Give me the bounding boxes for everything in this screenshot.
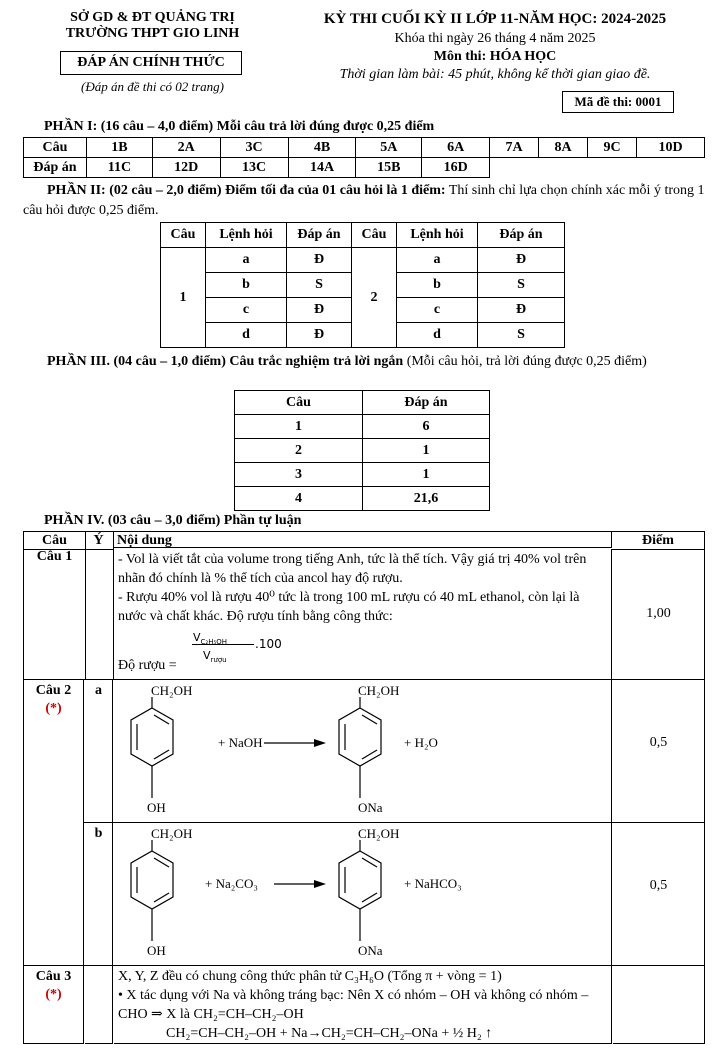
empty-cell	[490, 158, 705, 178]
question-number: 2	[235, 439, 363, 463]
table-row	[235, 439, 490, 463]
part3-title	[23, 352, 705, 372]
part2-title-rest: Thí sinh chỉ lựa chọn chính xác mỗi ý trong 1 câu hỏi được 0,25 điểm.	[23, 183, 705, 218]
exam-time: Thời gian làm bài: 45 phút, không kể thời gian giao đề.	[339, 67, 651, 82]
formula	[118, 626, 607, 676]
question-label-text: Câu 2	[35, 683, 72, 698]
answer-cell: 5A	[356, 138, 422, 158]
table-row	[235, 415, 490, 439]
score-cell	[613, 966, 705, 1044]
reagent-label: + Na₂CO₃	[205, 876, 258, 891]
item-cell: b	[85, 823, 113, 965]
item-cell	[85, 549, 114, 679]
part3-table	[234, 390, 490, 511]
table-row	[235, 487, 490, 511]
answer-cell: Đ	[287, 323, 352, 348]
answer-cell: 8A	[539, 138, 588, 158]
q1-text1: - Vol là viết tắt của volume trong tiếng Anh, tức là thể tích. Vậy giá trị 40% vol trên nhãn đó chính là % thể tích của ancol hay độ rượu.	[118, 552, 587, 586]
score-cell: 0,5	[613, 680, 705, 822]
substituent-label: CH₂OH	[151, 826, 193, 841]
item-letter: a	[397, 248, 478, 273]
official-label: ĐÁP ÁN CHÍNH THỨC	[60, 51, 242, 75]
part3-title-rest: (Mỗi câu hỏi, trả lời đúng được 0,25 điểm)	[403, 354, 647, 369]
part1-row1	[24, 138, 705, 158]
table-row	[161, 248, 565, 273]
question-label	[23, 549, 86, 679]
part1-table	[23, 137, 705, 178]
answer-cell: S	[287, 273, 352, 298]
formula-lhs: Độ rượu =	[118, 658, 177, 673]
item-letter: d	[397, 323, 478, 348]
answer-cell: 3C	[220, 138, 288, 158]
exam-date: Khóa thi ngày 26 tháng 4 năm 2025	[394, 31, 596, 46]
part2-table	[160, 222, 565, 348]
arrow-icon	[274, 880, 326, 888]
formula-denominator	[203, 646, 227, 670]
question-number: 1	[161, 248, 206, 348]
answer-cell: 1	[363, 463, 490, 487]
numerator-symbol: V	[193, 631, 201, 644]
header-cell: Đáp án	[287, 223, 352, 248]
answer-cell: Đ	[478, 248, 565, 273]
numerator-sub: C₂H₅OH	[200, 638, 228, 647]
answer-cell: 6	[363, 415, 490, 439]
exam-title: KỲ THI CUỐI KỲ II LỚP 11-NĂM HỌC: 2024-2025	[323, 11, 667, 27]
answer-cell: 13C	[220, 158, 288, 178]
substituent-label: ONa	[358, 943, 383, 958]
answer-cell: 16D	[422, 158, 490, 178]
denominator-sub: rượu	[210, 656, 227, 665]
denominator-symbol: V	[203, 649, 211, 662]
question-label	[23, 680, 84, 965]
substituent-label: ONa	[358, 800, 383, 815]
answer-cell: Đ	[287, 248, 352, 273]
item-letter: a	[206, 248, 287, 273]
answer-cell: 10D	[637, 138, 705, 158]
product-label: + NaHCO₃	[404, 876, 462, 891]
star-marker: (*)	[45, 987, 62, 1002]
answer-cell: 1	[363, 439, 490, 463]
question-label-text: Câu 3	[35, 969, 72, 984]
header-cell: Ý	[84, 531, 114, 550]
item-letter: d	[206, 323, 287, 348]
part2-title-bold: PHẦN II: (02 câu – 2,0 điểm) Điểm tối đa của 01 câu hỏi là 1 điểm:	[47, 183, 446, 198]
answer-cell: 15B	[356, 158, 422, 178]
item-letter: c	[206, 298, 287, 323]
answer-cell: S	[478, 323, 565, 348]
header-cell: Câu	[352, 223, 397, 248]
answer-cell: 1B	[87, 138, 153, 158]
part3-title-bold: PHẦN III. (04 câu – 1,0 điểm) Câu trắc nghiệm trả lời ngắn	[47, 354, 404, 369]
score-cell: 1,00	[613, 549, 705, 679]
benzene-ring-icon	[339, 840, 381, 941]
answer-cell: 2A	[152, 138, 220, 158]
answer-cell: 12D	[152, 158, 220, 178]
answer-cell: S	[478, 273, 565, 298]
reagent-label: + NaOH	[218, 735, 263, 750]
table-row	[235, 463, 490, 487]
reaction-a	[114, 680, 612, 822]
q3-text2: • X tác dụng với Na và không tráng bạc: Nên X có nhóm – OH và không có nhóm – CHO ⇒ X là CH₂=CH–CH₂–OH	[118, 988, 589, 1022]
question-label	[23, 966, 84, 1044]
question-number: 4	[235, 487, 363, 511]
exam-code: Mã đề thi: 0001	[562, 91, 674, 113]
q3-text3: CH₂=CH–CH₂–OH + Na→CH₂=CH–CH₂–ONa + ½ H₂ ↑	[166, 1026, 493, 1041]
star-marker: (*)	[45, 701, 62, 716]
product-label: + H₂O	[404, 735, 438, 750]
answer-cell: Đ	[287, 298, 352, 323]
part1-title: PHẦN I: (16 câu – 4,0 điểm) Mỗi câu trả lời đúng được 0,25 điểm	[44, 119, 435, 134]
part4-title: PHẦN IV. (03 câu – 3,0 điểm) Phần tự luận	[44, 513, 302, 528]
answer-cell: 21,6	[363, 487, 490, 511]
substituent-label: CH₂OH	[358, 826, 400, 841]
q3-text1: X, Y, Z đều có chung công thức phân tử C₃H₆O (Tổng π + vòng = 1)	[118, 969, 502, 984]
header-cell: Câu	[161, 223, 206, 248]
answer-cell: 14A	[288, 158, 356, 178]
question-number: 1	[235, 415, 363, 439]
reaction-b	[114, 823, 612, 965]
row-label: Câu	[24, 138, 87, 158]
answer-cell: 7A	[490, 138, 539, 158]
row-label: Đáp án	[24, 158, 87, 178]
header-cell: Lệnh hỏi	[206, 223, 287, 248]
item-letter: c	[397, 298, 478, 323]
benzene-ring-icon	[131, 840, 173, 941]
answer-cell: 11C	[87, 158, 153, 178]
benzene-ring-icon	[339, 697, 381, 798]
arrow-icon	[264, 739, 326, 747]
question-number: 2	[352, 248, 397, 348]
substituent-label: CH₂OH	[151, 683, 193, 698]
item-letter: b	[397, 273, 478, 298]
header-cell: Lệnh hỏi	[397, 223, 478, 248]
item-cell: a	[85, 680, 113, 822]
part2-header	[161, 223, 565, 248]
q1-text2: - Rượu 40% vol là rượu 40⁰ tức là trong 100 mL rượu có 40 mL ethanol, còn lại là nước và chất khác. Độ rượu tính bằng công thức:	[118, 590, 580, 624]
header-cell: Đáp án	[363, 391, 490, 415]
header-cell: Câu	[23, 531, 86, 550]
question-number: 3	[235, 463, 363, 487]
pages-note: (Đáp án đề thi có 02 trang)	[81, 79, 224, 94]
item-letter: b	[206, 273, 287, 298]
org-line1: SỞ GD & ĐT QUẢNG TRỊ	[70, 10, 235, 25]
content-cell	[114, 549, 612, 679]
header-cell: Đáp án	[478, 223, 565, 248]
answer-cell: 9C	[588, 138, 637, 158]
part4-table	[23, 531, 705, 1044]
substituent-label: CH₂OH	[358, 683, 400, 698]
content-cell	[114, 966, 612, 1044]
header-cell: Câu	[235, 391, 363, 415]
part2-title	[23, 181, 705, 221]
answer-cell: Đ	[478, 298, 565, 323]
benzene-ring-icon	[131, 697, 173, 798]
answer-cell: 6A	[422, 138, 490, 158]
score-cell: 0,5	[613, 823, 705, 965]
header-cell: Điểm	[612, 531, 705, 550]
fraction-bar	[192, 644, 254, 645]
substituent-label: OH	[147, 800, 166, 815]
header-cell: Nội dung	[113, 531, 612, 548]
substituent-label: OH	[147, 943, 166, 958]
question-label-text: Câu 1	[36, 549, 73, 564]
formula-multiplier: .100	[255, 637, 282, 651]
part1-row2	[24, 158, 705, 178]
item-cell	[85, 966, 113, 1044]
subject: Môn thi: HÓA HỌC	[433, 49, 557, 64]
answer-cell: 4B	[288, 138, 356, 158]
org-line2: TRƯỜNG THPT GIO LINH	[65, 26, 240, 41]
part3-header	[235, 391, 490, 415]
